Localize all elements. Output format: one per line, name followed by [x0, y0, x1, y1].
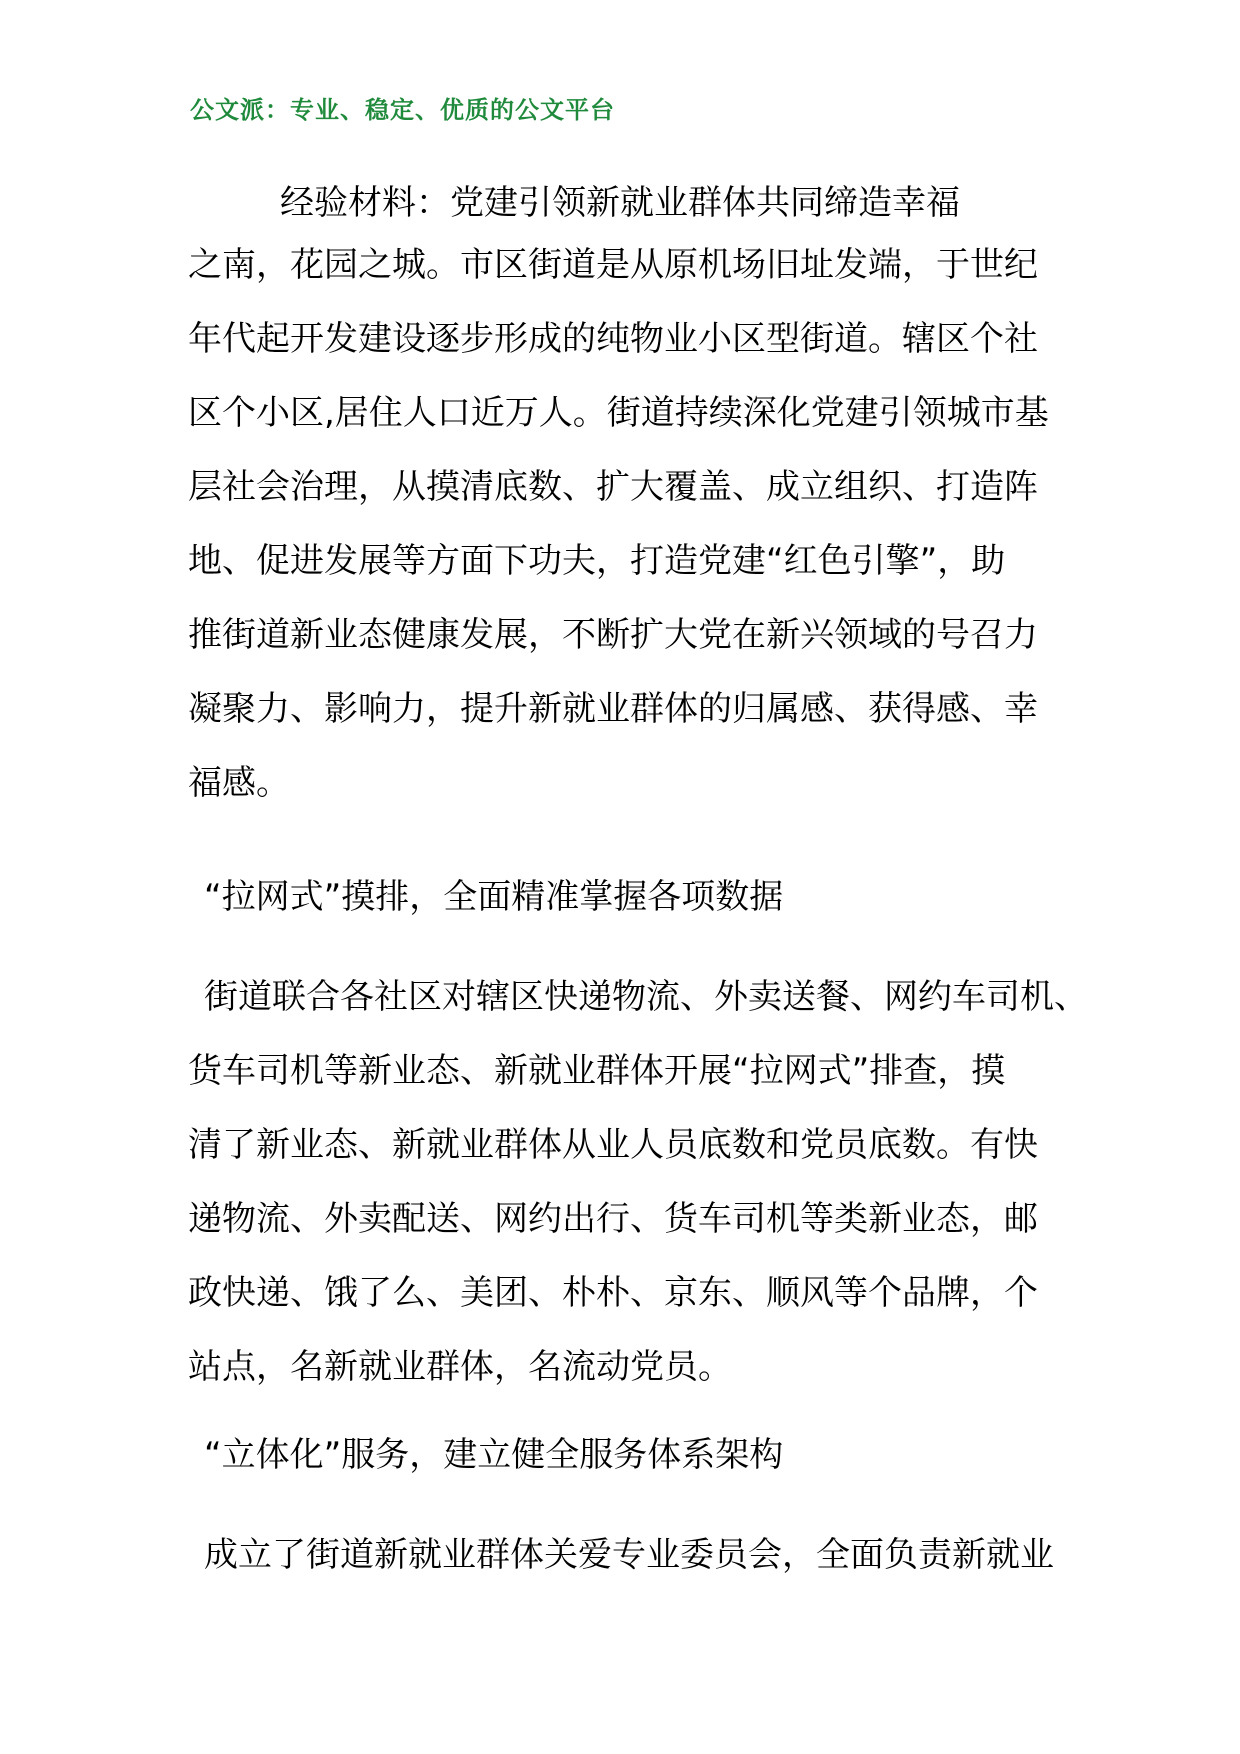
- paragraph-line: 区个小区,居住人口近万人。街道持续深化党建引领城市基: [188, 393, 1049, 433]
- section-heading: “拉网式”摸排，全面精准掌握各项数据: [204, 877, 784, 917]
- paragraph-line: 递物流、外卖配送、网约出行、货车司机等类新业态，邮: [188, 1199, 1038, 1239]
- paragraph-survey: [188, 960, 1088, 1404]
- brand-header: 公文派：专业、稳定、优质的公文平台: [190, 96, 615, 124]
- section-heading-survey: [188, 860, 1064, 934]
- section-heading: “立体化”服务，建立健全服务体系架构: [204, 1435, 784, 1475]
- paragraph-intro: [188, 228, 1064, 820]
- section-heading-service: [188, 1418, 1064, 1492]
- paragraph-line: 层社会治理，从摸清底数、扩大覆盖、成立组织、打造阵: [188, 467, 1038, 507]
- paragraph-line: 清了新业态、新就业群体从业人员底数和党员底数。有快: [188, 1125, 1038, 1165]
- paragraph-line: 政快递、饿了么、美团、朴朴、京东、顺风等个品牌，个: [188, 1273, 1038, 1313]
- paragraph-line: 之南，花园之城。市区街道是从原机场旧址发端，于世纪: [188, 245, 1038, 285]
- document-title: 经验材料：党建引领新就业群体共同缔造幸福: [280, 183, 960, 223]
- paragraph-line: 街道联合各社区对辖区快递物流、外卖送餐、网约车司机、: [204, 977, 1088, 1017]
- paragraph-line: 地、促进发展等方面下功夫，打造党建“红色引擎”，助: [188, 541, 1006, 581]
- paragraph-line: 凝聚力、影响力，提升新就业群体的归属感、获得感、幸: [188, 689, 1038, 729]
- paragraph-line: 货车司机等新业态、新就业群体开展“拉网式”排查，摸: [188, 1051, 1006, 1091]
- paragraph-line: 成立了街道新就业群体关爱专业委员会，全面负责新就业: [204, 1535, 1054, 1575]
- paragraph-service: [188, 1518, 1064, 1592]
- paragraph-line: 年代起开发建设逐步形成的纯物业小区型街道。辖区个社: [188, 319, 1038, 359]
- paragraph-line: 福感。: [188, 763, 290, 803]
- paragraph-line: 站点，名新就业群体，名流动党员。: [188, 1347, 732, 1387]
- paragraph-line: 推街道新业态健康发展，不断扩大党在新兴领域的号召力: [188, 615, 1038, 655]
